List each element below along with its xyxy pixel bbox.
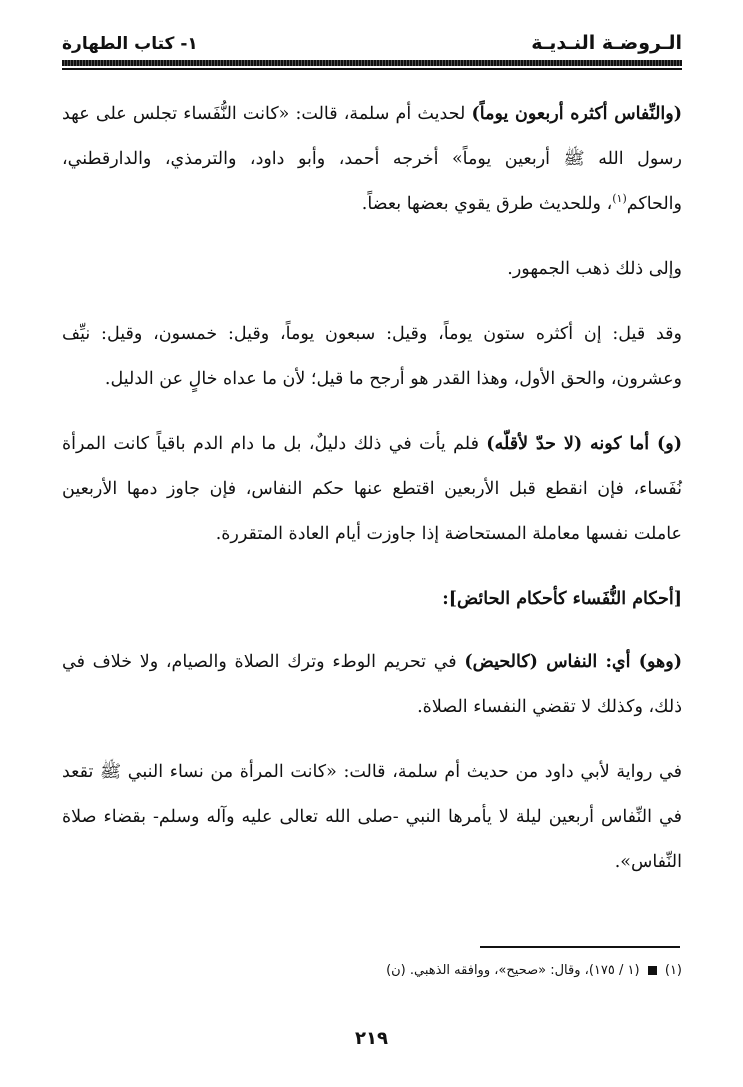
footnote-rule [480,946,680,948]
paragraph-6: في رواية لأبي داود من حديث أم سلمة، قالت: «كانت المرأة من نساء النبي ﷺ تقعد في النِّفاس أربعين ليلة لا يأمرها النبي -صلى الله تعالى عليه وآله وسلم- بقضاء صلاة النِّفاس». [62,762,682,872]
p5-text: في تحريم الوطء وترك الصلاة والصيام، ولا خلاف في ذلك، وكذلك لا تقضي النفساء الصلاة. [62,652,682,717]
header-rule-thin [62,68,682,70]
p1-text-a: لحديث أم سلمة، قالت: «كانت النُّفَساء تجلس على عهد رسول الله ﷺ أربعين يوماً» أخرجه أحمد، وأبو داود، والترمذي، والدارقطني، والحاكم [62,104,682,214]
p4-text: فلم يأت في ذلك دليلٌ، بل ما دام الدم باقياً كانت المرأة نُفَساء، فإن انقطع قبل الأربعين اقتطع عنها حكم النفاس، فإن جاوز دمها الأربعين عاملت نفسها معاملة المستحاضة إذا جاوزت أيام العادة المتقررة. [62,434,682,544]
chapter-title: ١- كتاب الطهارة [62,34,198,54]
p5-bold-lead: (وهو) أي: النفاس (كالحيض) [464,652,682,672]
footnote-end-mark: (ن) [386,963,406,978]
p1-bold-lead: (والنِّفاس أكثره أربعون يوماً) [471,104,682,124]
paragraph-1 [62,92,682,227]
paragraph-3: وقد قيل: إن أكثره ستون يوماً، وقيل: سبعون يوماً، وقيل: خمسون، وقيل: نيِّف وعشرون، والحق الأول، وهذا القدر هو أرجح ما قيل؛ لأن ما عداه خالٍ عن الدليل. [62,324,682,389]
section-subheading: [أحكام النُّفَساء كأحكام الحائض]: [442,589,682,609]
footnote [62,960,682,982]
footnote-number: (١) [664,963,682,978]
p1-text-b: ، وللحديث طرق يقوي بعضها بعضاً. [361,194,613,214]
page-number: ٢١٩ [355,1028,388,1049]
footnote-reference: (١ / ١٧٥)، وقال: «صحيح»، ووافقه الذهبي. [409,963,640,978]
square-bullet-icon [648,966,657,975]
header-rule-thick [62,60,682,66]
body-text [62,92,682,905]
paragraph-2: وإلى ذلك ذهب الجمهور. [507,259,682,279]
footnote-marker[interactable]: (١) [612,192,627,206]
p4-bold-lead: (و) أما كونه (لا حدّ لأقلّه) [486,434,682,454]
paragraph-5 [62,640,682,730]
paragraph-4 [62,422,682,557]
book-title: الـروضـة النـديـة [531,32,682,54]
